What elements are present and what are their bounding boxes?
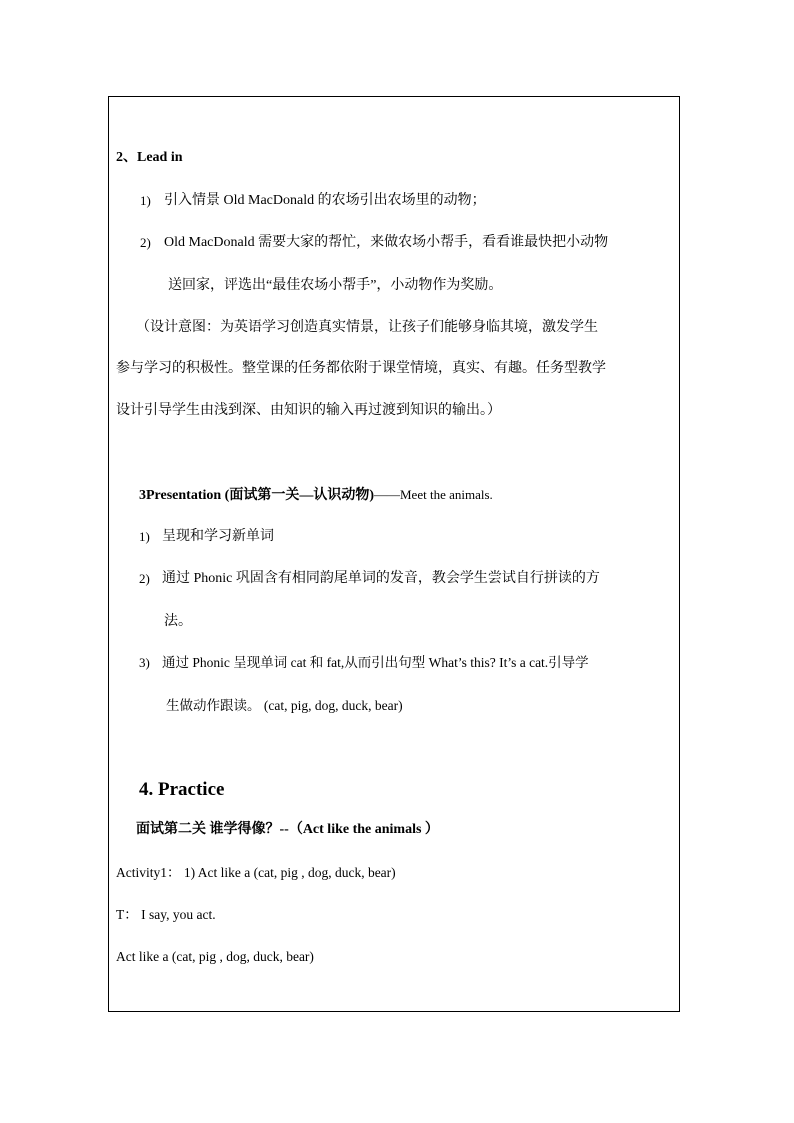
design-note-line: 设计引导学生由浅到深、由知识的输入再过渡到知识的输出。） (116, 403, 501, 418)
list-marker: 2) (140, 235, 151, 250)
presentation-item-3-cont: 生做动作跟读。 (cat, pig, dog, duck, bear) (166, 698, 403, 713)
list-marker: 1) (140, 193, 151, 208)
activity-line: Activity1： 1) Act like a (cat, pig , dog, duck, bear) (116, 865, 396, 880)
lead-in-heading: 2、Lead in (116, 150, 183, 165)
design-note-line: 参与学习的积极性。整堂课的任务都依附于课堂情境，真实、有趣。任务型教学 (116, 361, 606, 376)
presentation-item-2-cont: 法。 (164, 614, 192, 629)
presentation-item-2: 通过 Phonic 巩固含有相同韵尾单词的发音，教会学生尝试自行拼读的方 (162, 571, 600, 586)
lead-in-item-1: 引入情景 Old MacDonald 的农场引出农场里的动物； (164, 193, 486, 208)
practice-heading: 4. Practice (139, 779, 225, 800)
list-marker: 1) (139, 529, 150, 544)
list-marker: 2) (139, 571, 150, 586)
presentation-heading (139, 485, 493, 506)
design-note-line: （设计意图：为英语学习创造真实情景，让孩子们能够身临其境，激发学生 (136, 320, 598, 335)
presentation-heading-bold: 3Presentation (面试第一关—认识动物) (139, 488, 374, 503)
act-like-line: Act like a (cat, pig , dog, duck, bear) (116, 949, 314, 964)
presentation-item-1: 呈现和学习新单词 (162, 529, 274, 544)
presentation-heading-rest: ——Meet the animals. (374, 487, 493, 502)
lead-in-item-2: Old MacDonald 需要大家的帮忙，来做农场小帮手，看看谁最快把小动物 (164, 235, 609, 250)
teacher-line: T： I say, you act. (116, 907, 216, 922)
presentation-item-3: 通过 Phonic 呈现单词 cat 和 fat,从而引出句型 What’s this? It’s a cat.引导学 (162, 655, 589, 670)
practice-subheading: 面试第二关 谁学得像？--（Act like the animals ） (136, 822, 439, 837)
list-marker: 3) (139, 655, 150, 670)
lead-in-item-2-cont: 送回家，评选出“最佳农场小帮手”，小动物作为奖励。 (168, 278, 503, 293)
